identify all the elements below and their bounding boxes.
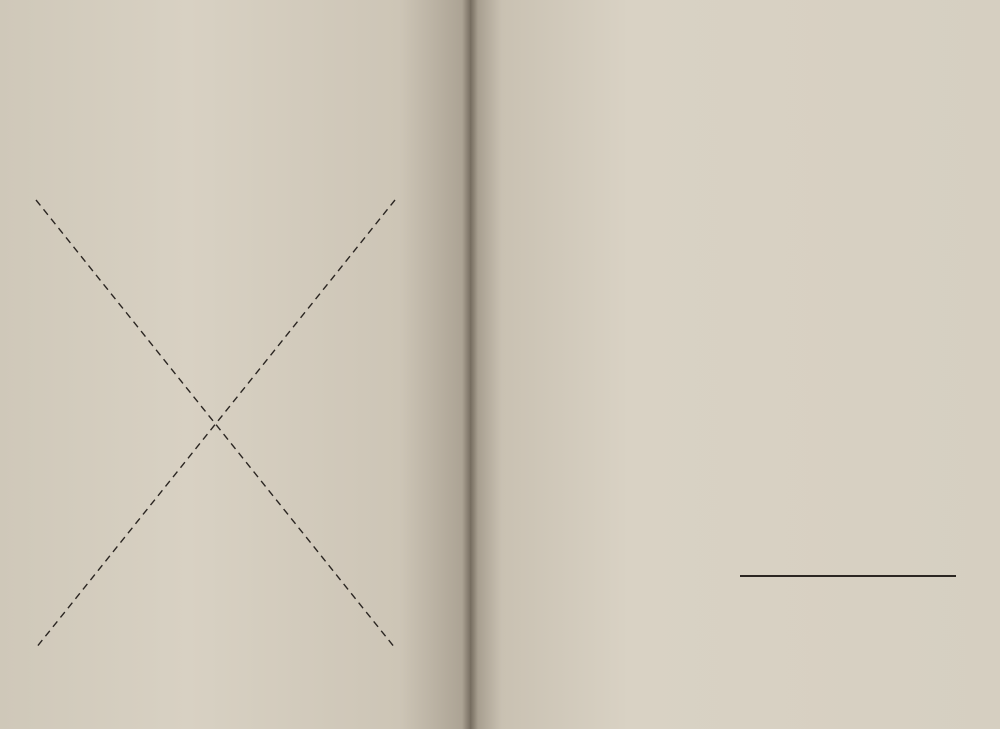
right-page — [470, 0, 1000, 729]
figure-204-diagonals — [0, 0, 470, 729]
multiplication-line — [740, 575, 956, 577]
